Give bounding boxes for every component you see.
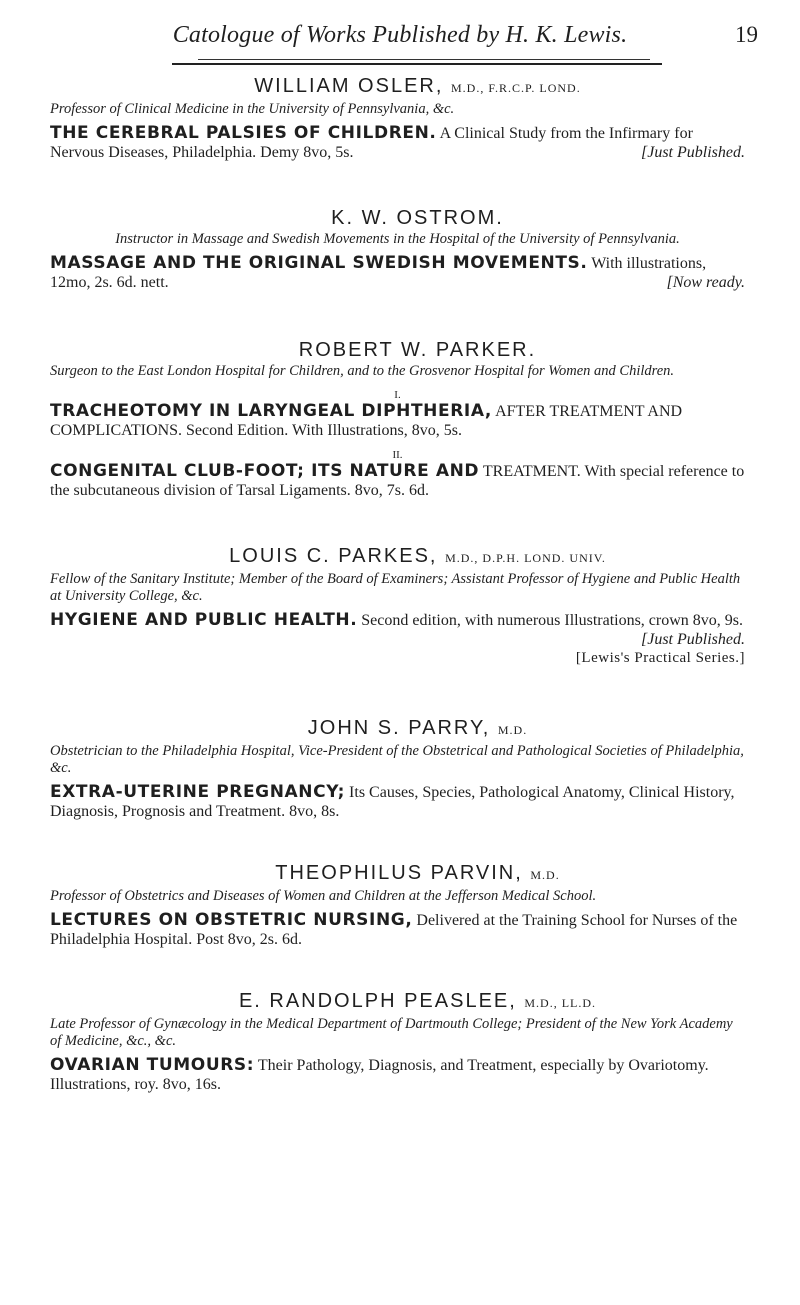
book-title: TRACHEOTOMY IN LARYNGEAL DIPHTHERIA,: [50, 401, 492, 421]
author-affiliation: Professor of Clinical Medicine in the University of Pennsylvania, &c.: [50, 101, 455, 117]
book-title: LECTURES ON OBSTETRIC NURSING,: [50, 910, 413, 930]
book-entry: [50, 783, 745, 821]
book-format: 8vo, 5s.: [303, 144, 354, 161]
author-name: [90, 338, 745, 362]
author-name: [90, 74, 745, 100]
page-number: 19: [735, 22, 758, 47]
book-entry: [50, 911, 745, 949]
book-description: Second edition, with numerous Illustrations, crown 8vo, 9s.: [361, 612, 744, 629]
author-name: [90, 544, 745, 570]
running-title: Catologue of Works Published by H. K. Lewis.: [172, 22, 628, 48]
book-description: AFTER TREATMENT AND COMPLICATIONS. Second Edition. With Illustrations, 8vo, 5s.: [50, 403, 683, 439]
work-numeral: II.: [392, 449, 403, 461]
book-entry: [50, 124, 745, 162]
book-description: With illustrations, 12mo, 2s. 6d. nett.: [50, 255, 707, 291]
page-header: [0, 0, 800, 60]
book-description: Its Causes, Species, Pathological Anatomy, Clinical History, Diagnosis, Prognosis and Treatment. 8vo, 8s.: [50, 784, 735, 820]
publication-note: [Just Published.: [641, 631, 745, 648]
entry-ostrom: [50, 206, 745, 292]
author-text: K. W. OSTROM.: [331, 207, 504, 229]
book-entry: [50, 1056, 745, 1094]
entry-parkes: [50, 544, 745, 668]
header-rule-thick: [172, 63, 662, 65]
entry-parker: [50, 338, 745, 500]
work-numeral: I.: [394, 389, 401, 401]
publication-note: [Now ready.: [666, 274, 745, 291]
author-degrees: M.D., F.R.C.P. LOND.: [450, 81, 581, 95]
entry-parry: [50, 716, 745, 821]
book-title: MASSAGE AND THE ORIGINAL SWEDISH MOVEMENTS.: [50, 253, 588, 273]
author-name: [90, 989, 745, 1015]
author-affiliation: Obstetrician to the Philadelphia Hospital, Vice-President of the Obstetrical and Pathological Societies of Philadelphia, &c.: [50, 743, 744, 776]
book-description: Their Pathology, Diagnosis, and Treatment, especially by Ovariotomy. Illustrations, roy. 8vo, 16s.: [50, 1057, 709, 1093]
book-title: THE CEREBRAL PALSIES OF CHILDREN.: [50, 123, 437, 143]
author-degrees: M.D.: [497, 723, 528, 737]
author-text: ROBERT W. PARKER.: [298, 339, 537, 361]
catalogue-entries: [50, 74, 745, 1094]
author-affiliation: Fellow of the Sanitary Institute; Member of the Board of Examiners; Assistant Professor of Hygiene and Public Health at University College, &c.: [50, 571, 741, 604]
series-note: [Lewis's Practical Series.]: [575, 650, 745, 666]
book-title: CONGENITAL CLUB-FOOT; ITS NATURE AND: [50, 461, 480, 481]
book-description: Delivered at the Training School for Nurses of the Philadelphia Hospital. Post 8vo, 2s. 6d.: [50, 912, 738, 948]
book-entry: [50, 611, 745, 668]
book-title: HYGIENE AND PUBLIC HEALTH.: [50, 610, 358, 630]
book-title: OVARIAN TUMOURS:: [50, 1055, 255, 1075]
author-degrees: M.D.: [530, 868, 560, 882]
header-rule: [198, 59, 650, 60]
author-name: [90, 716, 745, 742]
book-title: EXTRA-UTERINE PREGNANCY;: [50, 782, 346, 802]
book-description: A Clinical Study from the Infirmary for Nervous Diseases, Philadelphia. Demy: [50, 125, 693, 161]
book-description: TREATMENT. With special reference to the subcutaneous division of Tarsal Ligaments. 8vo, 7s. 6d.: [50, 463, 745, 499]
author-text: E. RANDOLPH PEASLEE,: [238, 990, 517, 1012]
author-name: [90, 861, 745, 887]
entry-osler: [50, 74, 745, 162]
book-entry: [50, 462, 745, 500]
entry-peaslee: [50, 989, 745, 1094]
author-text: THEOPHILUS PARVIN,: [275, 862, 523, 884]
book-entry: [50, 402, 745, 440]
author-text: WILLIAM OSLER,: [254, 75, 444, 97]
publication-note: [Just Published.: [641, 144, 745, 161]
author-name: [90, 206, 745, 230]
entry-parvin: [50, 861, 745, 949]
author-affiliation: Professor of Obstetrics and Diseases of Women and Children at the Jefferson Medical School.: [50, 888, 597, 904]
author-affiliation: Surgeon to the East London Hospital for Children, and to the Grosvenor Hospital for Women and Children.: [50, 363, 675, 379]
author-text: LOUIS C. PARKES,: [229, 545, 438, 567]
book-entry: [50, 254, 745, 292]
author-affiliation: Instructor in Massage and Swedish Movements in the Hospital of the University of Pennsylvania.: [115, 231, 680, 247]
author-degrees: M.D., LL.D.: [524, 996, 597, 1010]
author-affiliation: Late Professor of Gynæcology in the Medical Department of Dartmouth College; President of the New York Academy of Medicine, &c., &c.: [50, 1016, 733, 1049]
author-degrees: M.D., D.P.H. LOND. UNIV.: [445, 551, 606, 565]
author-text: JOHN S. PARRY,: [307, 717, 491, 739]
